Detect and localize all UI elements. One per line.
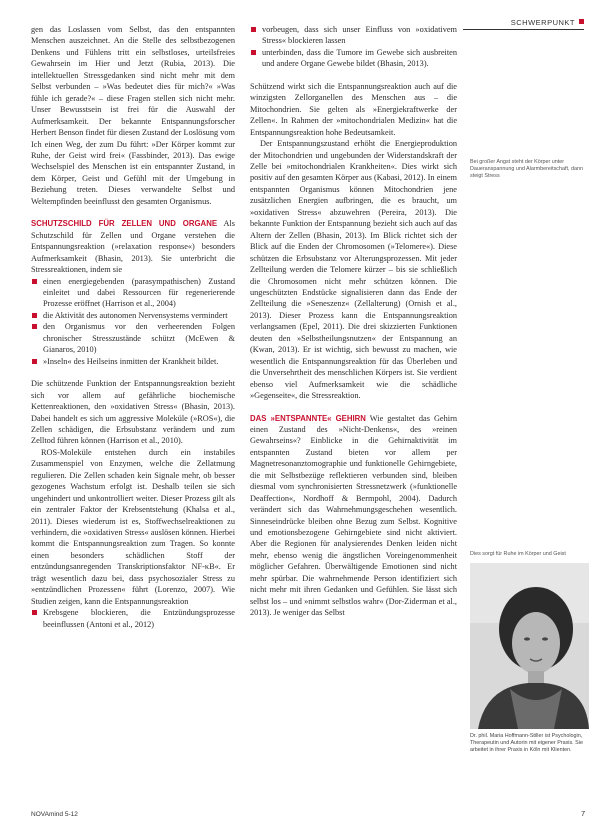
paragraph: Der Entspannungszustand erhöht die Energieproduktion der Mitochondrien und ungebunden der Widerstandskraft der Zelle bei »mitochondrialen Krankheiten«. Dies wirkt sich positiv auf den gesamten Körper aus (Kabasi, 2012). In einem entspannten Organismus können Mitochondrien jene zusätzlichen Energien aufbringen, die es braucht, um »oxidativen Stress« abzuwehren (Pereira, 2013). Die bekannte Funktion der Entspannung bezieht sich auch auf das Altern der Zellen (Bhasin, 2013). Im Blick richtet sich der Blick auf die Enden der Chromosomen (»Telomere«). Diese schützen die Erbsubstanz vor Alterungsprozessen. Mit jeder Zellteilung werden die Telomere kürzer – bis sie schließlich die Chromosomen nicht mehr schützen können. Die ungeschützten Endstücke signalisieren dann das Ende der Zellteilung die »Seneszenz« (Zellalterung) (Ornish et al., 2013). Dieser Prozess kann die Entspannungsreaktion verlangsamen (Epel, 2011). Die drei skizzierten Funktionen deuten den »Selbstheilungsnutzen« der Entspannung an (Kwan, 2013). Er ist wichtig, sich bewusst zu machen, wie wesentlich die Entspannungsreaktion für das Überleben und die Unversehrtheit des menschlichen Körpers ist. Sie verdient ebenso viel Aufmerksamkeit wie die schädliche »Gegenseite«, die Stressreaktion. [250,139,457,401]
section-heading: DAS »ENTSPANNTE« GEHIRN [250,413,366,423]
list-item: Krebsgene blockieren, die Entzündungsprozesse beeinflussen (Antoni et al., 2012) [31,607,235,630]
list-item: »Inseln« des Heilseins inmitten der Krankheit bildet. [31,356,235,367]
list-item: einen energiegebenden (parasympathischen) Zustand einleitet und dabei Ressourcen für regenerierende Prozesse eröffnet (Harrison et al., 2004) [31,276,235,310]
author-photo [470,563,589,729]
margin-note: Bei großer Angst steht der Körper unter Daueranspannung und Alarmbereitschaft, dann steigt Stress [470,159,583,179]
text-column-2 [250,24,457,619]
bullet-list [31,607,235,630]
list-item: unterbinden, dass die Tumore im Gewebe sich ausbreiten und andere Organe Gewebe bildet (Bhasin, 2013). [250,47,457,70]
section-paragraph: SCHUTZSCHILD FÜR ZELLEN UND ORGANE Als Schutzschild für Zellen und Organe verstehen die Entspannungsreaktion (»relaxation response«) besonders Aufmerksamkeit (Bhasin, 2013). Sie unterbricht die Stressreaktionen, indem sie [31,219,235,275]
header-rule [463,29,584,30]
list-item: vorbeugen, dass sich unser Einfluss von »oxidativem Stress« blockieren lassen [250,24,457,47]
text-column-1 [31,24,235,630]
page-number: 7 [581,809,586,818]
paragraph: Schützend wirkt sich die Entspannungsreaktion auch auf die winzigsten Zellorganellen des Menschen aus – die Mitochondrien. Sie gelten als »Energiekraftwerke der Zellen«. In Rahmen der »mitochondrialen Medizin« hat die Entspannungsreaktion hohe Bedeutsamkeit. [250,81,457,137]
photo-caption: Dr. phil. Maria Hoffmann-Stiller ist Psychologin, Therapeutin und Autorin mit eigener Praxis. Sie arbeitet in ihrer Praxis in Köln mit Klienten. [470,733,583,753]
list-item: die Aktivität des autonomen Nervensystems vermindert [31,310,235,321]
bullet-list [250,24,457,70]
footer-publication: NOVAmind 5-12 [31,811,78,818]
paragraph: ROS-Moleküle entstehen durch ein instabiles Zusammenspiel von Enzymen, welche die Zellatmung regulieren. Die Zellen schaden kein Signale mehr, ob besser gezogenes Wachstum erfolgt ist. Deshalb teilen sie sich ungehindert und unkontrolliert weiter. Dieser Prozess gilt als ein zentraler Faktor der Krebsentstehung (Khalsa et al., 2011). Dieses wiederum ist es, Stoffwechselreaktionen zu verhindern, die »oxidativen Stress« auslösen können. Hierbei kommt die Entspannungsreaktion zum Tragen. So konnte einen besonders schädlichen Stoff der entzündungsanregenden Transkriptionsfaktor NF-κB«. Er trägt wesentlich dazu bei, dass psychosozialer Stress zu »entzündlichen Prozessen« führt (Lorenzo, 2007). Wie Studien zeigen, kann die Entspannungsreaktion [31,447,235,606]
list-item: den Organismus vor den verheerenden Folgen chronischer Stresszustände schützt (McEwen & Gianaros, 2010) [31,321,235,355]
paragraph: Die schützende Funktion der Entspannungsreaktion bezieht sich vor allem auf gefährliche biochemische Kettenreaktionen, den »oxidativen Stress« (Bhasin, 2013). Dabei handelt es sich um aggressive Moleküle (»ROS«), die Zellen schädigen, die Erbsubstanz verändern und zum Zelltod führen können (Harrison et al., 2010). [31,379,235,446]
paragraph: gen das Loslassen vom Selbst, das den entspannten Menschen auszeichnet. An die Stelle des selbstbezogenen Denkens und Fühlens tritt ein selbstloses, urteilsfreies Gewahrsein im Hier und Jetzt (Rubia, 2013). Die intellektuellen Stressgedanken sind nicht mehr mit dem Selbst verbunden – »Was bedeutet dies für mich?« »Was fühle ich gerade?« – diese Fragen stellen sich nicht mehr. Unser Bewusstsein ist frei für die Auswahl der Aufmerksamkeit. Der bekannte Entspannungsforscher Herbert Benson findet für diesen Zustand der Loslösung vom Ich einen Weg, der zum Du führt: »Der Körper kommt zur Ruhe, der Geist wird frei« (Fassbinder, 2013). Das ewige Wechselspiel des Menschen ist ein entspannter Zustand, in dem Körper, Geist und Gefühl mit der Umgebung in Beziehung treten. Dieses verwandelte Selbst und Weltempfinden beeinflusst den gesamten Organismus. [31,25,235,206]
margin-note: Dies sorgt für Ruhe im Körper und Geist [470,551,566,557]
section-kicker: SCHWERPUNKT [511,18,584,27]
section-heading: SCHUTZSCHILD FÜR ZELLEN UND ORGANE [31,219,218,229]
kicker-square-icon [579,19,584,24]
bullet-list [31,276,235,368]
section-paragraph: DAS »ENTSPANNTE« GEHIRN Wie gestaltet das Gehirn einen Zustand des »Nicht-Denkens«, des »reinen Gewahrseins«? Einblicke in die Gehirnaktivität im entspannten Zustand bieten vor allem per Magnetresonanztomographie und funktionelle Gehirngebiete, die mit Selbstbezüge reflektieren verbunden sind, bleiben diesmal vom synchronisierten Stressnetzwerk (»funktionelle Deaffection«, Nordhoff & Bermpohl, 2004). Dadurch verändert sich das Wahrnehmungsgeschehen wesentlich. Sinneseindrücke bleiben ohne Bezug zum Selbst. Kognitive und emotionsbezogene Gehirngebiete sind nicht aktiviert. Aber die Regionen für analysierendes Denken leiden nicht mehr, ebenso wenig die ängstlichen Voreingenommenheit möglicher Gefahren. Überwältigende Emotionen sind nicht mehr spürbar. Die wahrnehmende Person identifiziert sich nicht mehr mit ihren Gedanken und Gefühlen. Sie lässt sich selbst los – und »nimmt selbstlos wahr« (Dor-Ziderman et al., 2013). Je weniger das Selbst [250,413,457,618]
